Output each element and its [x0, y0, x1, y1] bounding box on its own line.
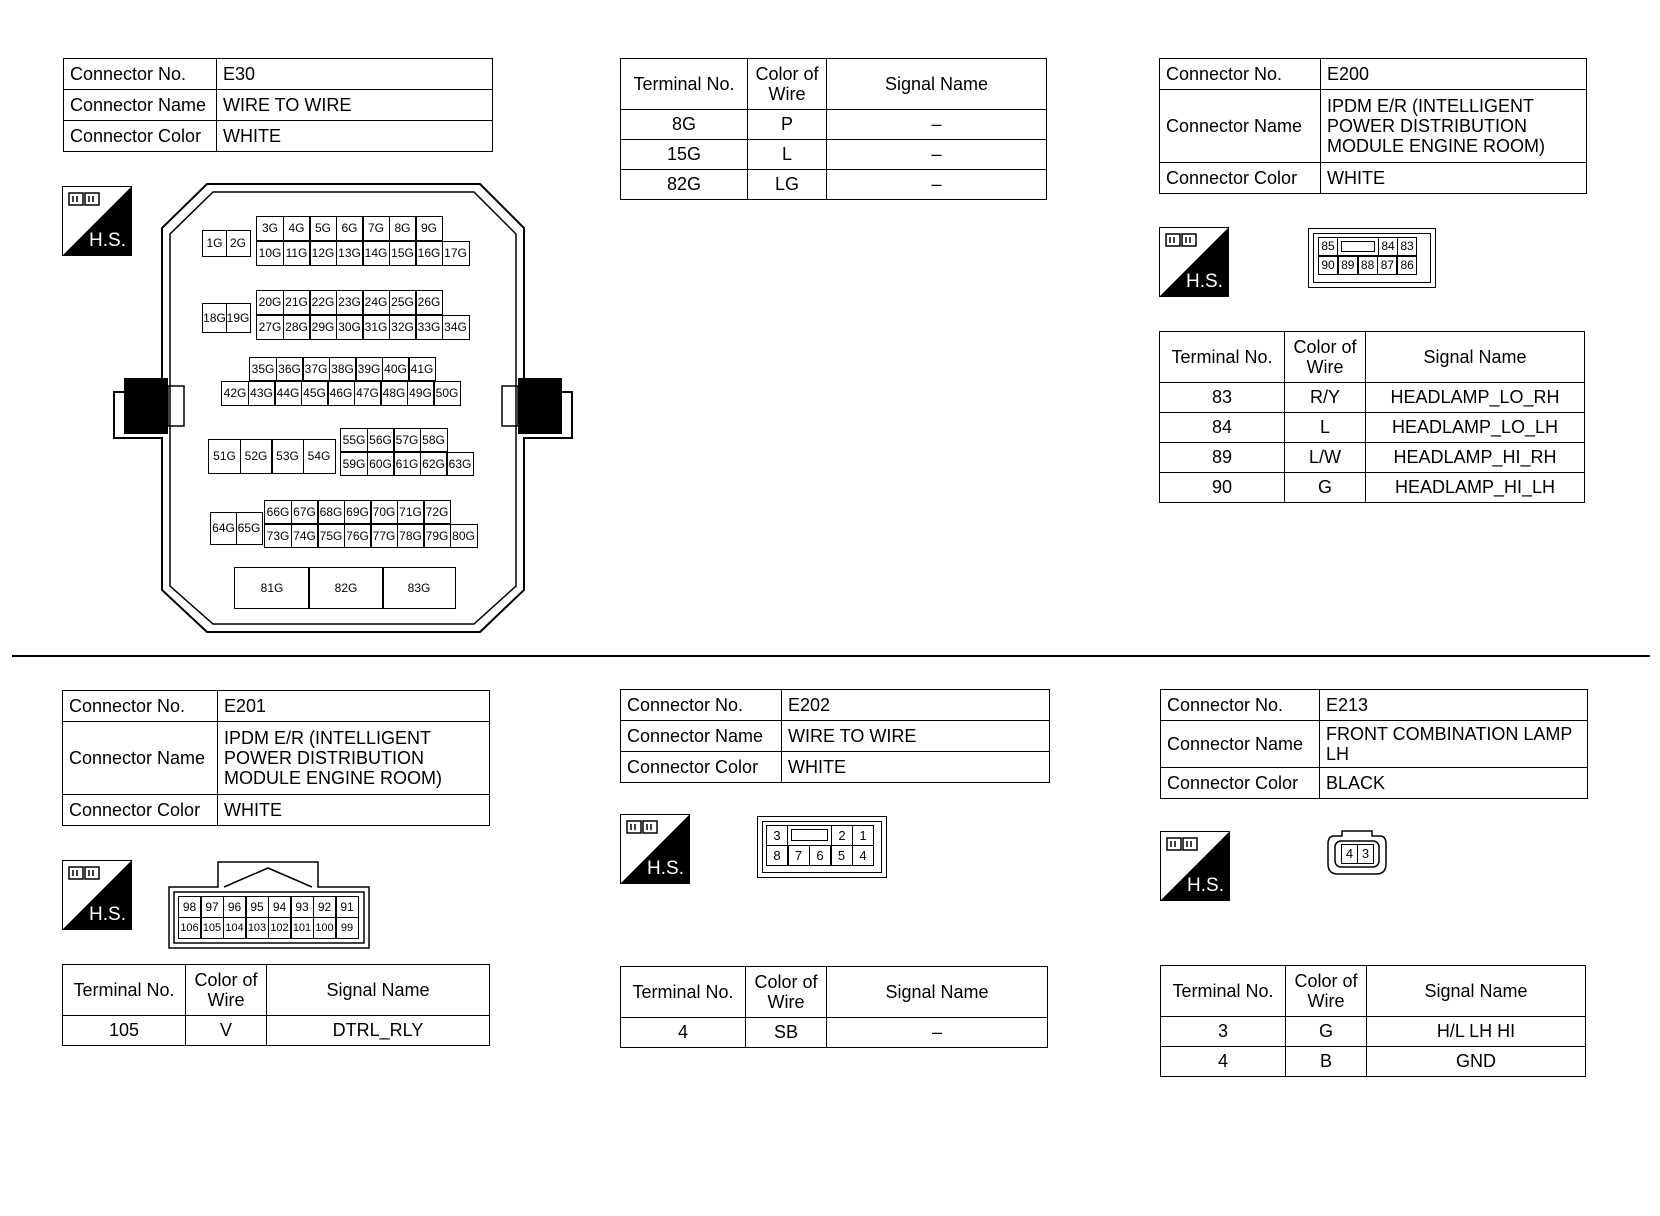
table-row	[621, 1018, 1048, 1048]
pin: 102	[268, 917, 291, 939]
e30-cavity: 33G	[415, 315, 443, 340]
connector-color-label: Connector Color	[1161, 768, 1320, 799]
e30-cavity: 34G	[442, 315, 470, 340]
pin: 86	[1397, 256, 1417, 275]
pin: 103	[246, 917, 269, 939]
e30-cavity: 52G	[240, 439, 273, 474]
cavity-81g: 81G	[234, 567, 310, 609]
e30-cavity: 17G	[442, 241, 470, 266]
pin: 85	[1318, 237, 1338, 256]
e30-cavity: 15G	[389, 241, 417, 266]
connector-name-value: WIRE TO WIRE	[217, 90, 493, 121]
pin: 91	[336, 896, 359, 918]
pin: 94	[268, 896, 291, 918]
e30-cavity: 26G	[415, 290, 443, 315]
e30-cavity: 21G	[283, 290, 311, 315]
connector-color-label: Connector Color	[621, 752, 782, 783]
signal-cell: –	[827, 110, 1047, 140]
e213-connector-info	[1160, 689, 1588, 799]
e200-terminal-table	[1159, 331, 1585, 503]
connector-no-label: Connector No.	[621, 690, 782, 721]
e30-cavity: 43G	[248, 381, 276, 406]
e30-cavity: 63G	[446, 452, 474, 476]
e30-cavity: 40G	[382, 357, 410, 381]
e30-cavity: 70G	[370, 500, 398, 524]
hs-label: H.S.	[89, 230, 126, 251]
e30-cavity: 23G	[336, 290, 364, 315]
connector-no-label: Connector No.	[1161, 690, 1320, 721]
e30-cavity: 42G	[221, 381, 249, 406]
pin: 8	[766, 845, 788, 866]
pin: 84	[1378, 237, 1398, 256]
pin: 106	[178, 917, 201, 939]
connector-no-value: E202	[782, 690, 1050, 721]
connector-name-value: IPDM E/R (INTELLIGENT POWER DISTRIBUTION MODULE ENGINE ROOM)	[218, 722, 490, 795]
connector-no-label: Connector No.	[63, 691, 218, 722]
header-terminal-no: Terminal No.	[1161, 966, 1286, 1017]
e30-cavity: 38G	[329, 357, 357, 381]
terminal-cell: 15G	[621, 140, 748, 170]
e30-cavity: 36G	[276, 357, 304, 381]
wire-color-cell: G	[1286, 1017, 1367, 1047]
harness-side-icon	[1159, 227, 1229, 297]
wire-color-cell: V	[186, 1016, 267, 1046]
e30-terminal-table	[620, 58, 1047, 200]
signal-cell: HEADLAMP_HI_LH	[1366, 473, 1585, 503]
header-terminal-no: Terminal No.	[1160, 332, 1285, 383]
connector-name-value: WIRE TO WIRE	[782, 721, 1050, 752]
pin-4: 4	[1341, 844, 1358, 864]
e30-cavity: 61G	[393, 452, 421, 476]
connector-no-label: Connector No.	[64, 59, 217, 90]
table-row	[621, 140, 1047, 170]
pin: 92	[313, 896, 336, 918]
connector-no-value: E200	[1321, 59, 1587, 90]
terminal-cell: 4	[1161, 1047, 1286, 1077]
cavity-82g: 82G	[308, 567, 384, 609]
e30-cavity: 4G	[283, 216, 311, 241]
e30-cavity: 1G	[202, 230, 227, 257]
signal-cell: DTRL_RLY	[267, 1016, 490, 1046]
wire-color-cell: P	[748, 110, 827, 140]
e30-cavity: 67G	[291, 500, 319, 524]
header-signal-name: Signal Name	[827, 967, 1048, 1018]
table-row	[621, 170, 1047, 200]
signal-cell: HEADLAMP_HI_RH	[1366, 443, 1585, 473]
pin: 97	[201, 896, 224, 918]
e200-connector-info	[1159, 58, 1587, 194]
pin: 96	[223, 896, 246, 918]
pin: 90	[1318, 256, 1338, 275]
pin: 101	[291, 917, 314, 939]
e30-cavity: 57G	[393, 428, 421, 452]
e30-cavity: 39G	[355, 357, 383, 381]
e30-cavity: 37G	[302, 357, 330, 381]
e30-connector-info	[63, 58, 493, 152]
wire-color-cell: L/W	[1285, 443, 1366, 473]
table-row	[63, 1016, 490, 1046]
e30-cavity: 78G	[397, 524, 425, 548]
pin: 1	[852, 825, 874, 846]
section-divider	[12, 655, 1650, 657]
header-terminal-no: Terminal No.	[63, 965, 186, 1016]
e30-cavity: 73G	[264, 524, 292, 548]
e30-cavity: 35G	[249, 357, 277, 381]
terminal-cell: 4	[621, 1018, 746, 1048]
terminal-cell: 8G	[621, 110, 748, 140]
e213-connector-face	[1326, 830, 1388, 876]
terminal-cell: 89	[1160, 443, 1285, 473]
connector-color-label: Connector Color	[64, 121, 217, 152]
terminal-cell: 90	[1160, 473, 1285, 503]
e213-terminal-table	[1160, 965, 1586, 1077]
e30-cavity: 80G	[450, 524, 478, 548]
e30-cavity: 69G	[344, 500, 372, 524]
e30-cavity: 13G	[336, 241, 364, 266]
e30-cavity: 51G	[208, 439, 241, 474]
e201-terminal-table	[62, 964, 490, 1046]
e30-connector-face	[112, 182, 576, 634]
e202-terminal-table	[620, 966, 1048, 1048]
connector-name-label: Connector Name	[63, 722, 218, 795]
e30-cavity: 20G	[256, 290, 284, 315]
keyway-slot	[791, 829, 828, 841]
connector-color-value: WHITE	[1321, 163, 1587, 194]
terminal-cell: 82G	[621, 170, 748, 200]
e30-cavity: 58G	[420, 428, 448, 452]
wire-color-cell: G	[1285, 473, 1366, 503]
e30-cavity: 77G	[370, 524, 398, 548]
e30-cavity: 55G	[340, 428, 368, 452]
connector-color-value: WHITE	[782, 752, 1050, 783]
keyway-slot	[1341, 241, 1375, 252]
e30-cavity: 2G	[226, 230, 251, 257]
pin-3: 3	[1357, 844, 1374, 864]
table-row	[1160, 383, 1585, 413]
terminal-cell: 83	[1160, 383, 1285, 413]
e30-cavity: 32G	[389, 315, 417, 340]
connector-color-value: WHITE	[217, 121, 493, 152]
e30-cavity: 53G	[271, 439, 304, 474]
signal-cell: HEADLAMP_LO_RH	[1366, 383, 1585, 413]
e30-cavity: 16G	[415, 241, 443, 266]
connector-color-label: Connector Color	[1160, 163, 1321, 194]
e30-cavity: 45G	[301, 381, 329, 406]
signal-cell: –	[827, 1018, 1048, 1048]
e30-cavity: 11G	[283, 241, 311, 266]
pin: 2	[831, 825, 853, 846]
e30-cavity: 56G	[367, 428, 395, 452]
e30-cavity: 5G	[309, 216, 337, 241]
e30-cavity: 54G	[303, 439, 336, 474]
pin: 89	[1338, 256, 1358, 275]
e30-cavity: 10G	[256, 241, 284, 266]
connector-no-value: E201	[218, 691, 490, 722]
e30-cavity: 12G	[309, 241, 337, 266]
table-row	[1161, 1017, 1586, 1047]
signal-cell: HEADLAMP_LO_LH	[1366, 413, 1585, 443]
e30-cavity: 65G	[236, 512, 263, 545]
e30-cavity: 19G	[226, 303, 251, 333]
wire-color-cell: L	[1285, 413, 1366, 443]
pin: 5	[831, 845, 853, 866]
connector-no-value: E30	[217, 59, 493, 90]
hs-label: H.S.	[647, 858, 684, 879]
harness-side-icon	[1160, 831, 1230, 901]
header-signal-name: Signal Name	[267, 965, 490, 1016]
e200-connector-face	[1308, 228, 1436, 288]
e30-cavity: 46G	[327, 381, 355, 406]
pin: 100	[313, 917, 336, 939]
pin: 105	[201, 917, 224, 939]
hs-label: H.S.	[1187, 875, 1224, 896]
e30-cavity: 31G	[362, 315, 390, 340]
e30-cavity: 68G	[317, 500, 345, 524]
connector-name-label: Connector Name	[621, 721, 782, 752]
e30-cavity: 27G	[256, 315, 284, 340]
e30-cavity: 6G	[336, 216, 364, 241]
terminal-cell: 3	[1161, 1017, 1286, 1047]
signal-cell: GND	[1367, 1047, 1586, 1077]
e30-cavity: 25G	[389, 290, 417, 315]
hs-label: H.S.	[1186, 271, 1223, 292]
connector-name-label: Connector Name	[64, 90, 217, 121]
wire-color-cell: R/Y	[1285, 383, 1366, 413]
wire-color-cell: SB	[746, 1018, 827, 1048]
e30-cavity: 30G	[336, 315, 364, 340]
e201-connector-info	[62, 690, 490, 826]
header-signal-name: Signal Name	[1366, 332, 1585, 383]
e30-cavity: 18G	[202, 303, 227, 333]
e30-cavity: 59G	[340, 452, 368, 476]
terminal-cell: 105	[63, 1016, 186, 1046]
header-color-of-wire: Color of Wire	[1285, 332, 1366, 383]
e30-cavity: 72G	[423, 500, 451, 524]
connector-name-value: IPDM E/R (INTELLIGENT POWER DISTRIBUTION MODULE ENGINE ROOM)	[1321, 90, 1587, 163]
connector-no-label: Connector No.	[1160, 59, 1321, 90]
header-color-of-wire: Color of Wire	[1286, 966, 1367, 1017]
pin: 98	[178, 896, 201, 918]
e30-cavity: 7G	[362, 216, 390, 241]
e30-cavity: 62G	[420, 452, 448, 476]
e30-cavity: 14G	[362, 241, 390, 266]
pin: 93	[291, 896, 314, 918]
e202-connector-info	[620, 689, 1050, 783]
e30-cavity: 76G	[344, 524, 372, 548]
e30-cavity: 29G	[309, 315, 337, 340]
pin: 104	[223, 917, 246, 939]
e30-cavity: 75G	[317, 524, 345, 548]
signal-cell: –	[827, 140, 1047, 170]
pin: 87	[1377, 256, 1397, 275]
e30-cavity: 8G	[389, 216, 417, 241]
pin: 99	[336, 917, 359, 939]
pin: 6	[809, 845, 831, 866]
pin: 95	[246, 896, 269, 918]
connector-color-value: BLACK	[1320, 768, 1588, 799]
connector-color-label: Connector Color	[63, 795, 218, 826]
header-color-of-wire: Color of Wire	[746, 967, 827, 1018]
header-signal-name: Signal Name	[1367, 966, 1586, 1017]
e30-cavity: 79G	[423, 524, 451, 548]
pin: 3	[766, 825, 788, 846]
connector-no-value: E213	[1320, 690, 1588, 721]
e30-cavity: 28G	[283, 315, 311, 340]
connector-name-label: Connector Name	[1161, 721, 1320, 768]
e30-cavity: 44G	[274, 381, 302, 406]
e30-cavity: 3G	[256, 216, 284, 241]
e201-connector-face	[168, 861, 370, 949]
harness-side-icon	[620, 814, 690, 884]
wire-color-cell: LG	[748, 170, 827, 200]
wire-color-cell: L	[748, 140, 827, 170]
connector-name-value: FRONT COMBINATION LAMP LH	[1320, 721, 1588, 768]
connector-name-label: Connector Name	[1160, 90, 1321, 163]
connector-color-value: WHITE	[218, 795, 490, 826]
pin: 83	[1397, 237, 1417, 256]
e30-cavity: 22G	[309, 290, 337, 315]
harness-side-icon	[62, 860, 132, 930]
e30-cavity: 9G	[415, 216, 443, 241]
e30-cavity: 64G	[210, 512, 237, 545]
e30-cavity: 74G	[291, 524, 319, 548]
table-row	[621, 110, 1047, 140]
table-row	[1160, 473, 1585, 503]
signal-cell: –	[827, 170, 1047, 200]
cavity-83g: 83G	[382, 567, 456, 609]
wire-color-cell: B	[1286, 1047, 1367, 1077]
e30-cavity: 50G	[433, 381, 461, 406]
terminal-cell: 84	[1160, 413, 1285, 443]
pin: 4	[852, 845, 874, 866]
e30-cavity: 48G	[380, 381, 408, 406]
e30-cavity: 49G	[407, 381, 435, 406]
table-row	[1160, 413, 1585, 443]
e202-connector-face	[757, 816, 887, 878]
e30-cavity: 66G	[264, 500, 292, 524]
table-row	[1161, 1047, 1586, 1077]
header-terminal-no: Terminal No.	[621, 59, 748, 110]
e30-large-cavity-block	[234, 567, 456, 609]
e30-cavity: 47G	[354, 381, 382, 406]
e30-cavity: 60G	[367, 452, 395, 476]
table-row	[1160, 443, 1585, 473]
e30-cavity: 24G	[362, 290, 390, 315]
signal-cell: H/L LH HI	[1367, 1017, 1586, 1047]
pin: 88	[1358, 256, 1378, 275]
header-color-of-wire: Color of Wire	[748, 59, 827, 110]
hs-label: H.S.	[89, 904, 126, 925]
header-color-of-wire: Color of Wire	[186, 965, 267, 1016]
e30-cavity: 41G	[408, 357, 436, 381]
e30-cavity: 71G	[397, 500, 425, 524]
pin: 7	[788, 845, 810, 866]
header-terminal-no: Terminal No.	[621, 967, 746, 1018]
header-signal-name: Signal Name	[827, 59, 1047, 110]
